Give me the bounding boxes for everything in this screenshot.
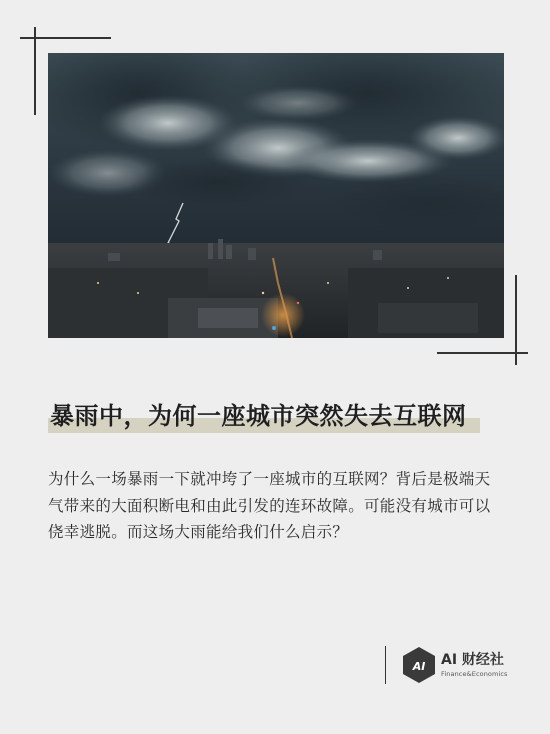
article-title: 暴雨中，为何一座城市突然失去互联网 <box>50 401 467 430</box>
article-summary: 为什么一场暴雨一下就冲垮了一座城市的互联网？背后是极端天气带来的大面积断电和由此引发的连环故障。可能没有城市可以侥幸逃脱。而这场大雨能给我们什么启示？ <box>48 470 491 541</box>
svg-text:AI: AI <box>412 660 426 673</box>
brand-name: AI 财经社 <box>441 652 504 668</box>
frame-line-bottom-vertical <box>515 275 517 365</box>
cover-photo <box>48 53 504 338</box>
headline-block <box>48 398 480 438</box>
storm-city-illustration <box>48 53 504 338</box>
frame-line-top-vertical <box>34 27 36 115</box>
brand-subtitle: Finance&Economics <box>441 670 508 678</box>
brand-logo-icon <box>402 646 436 688</box>
brand-divider <box>385 646 386 684</box>
